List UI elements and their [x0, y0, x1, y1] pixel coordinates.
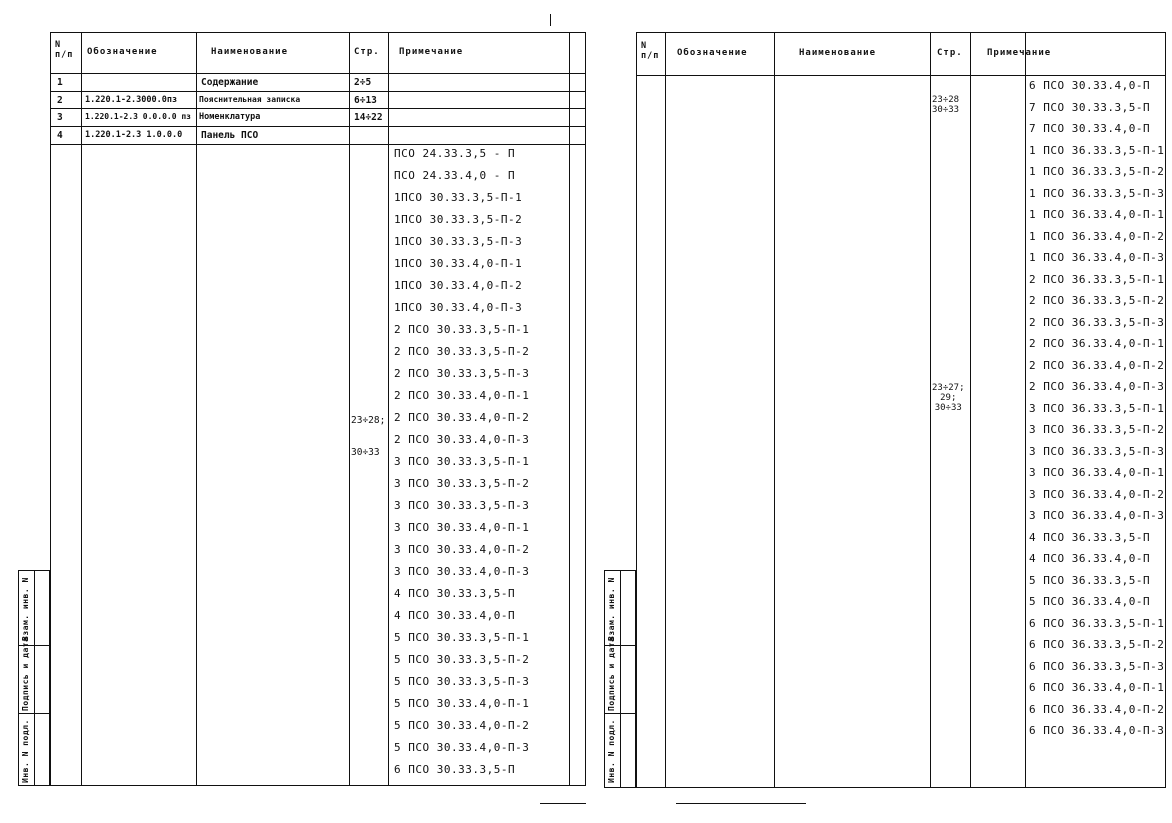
note-item: 2 ПСО 36.33.3,5-П-2 [1029, 294, 1165, 307]
row-4-designation: 1.220.1-2.3 1.0.0.0 [85, 130, 183, 140]
note-item: 1 ПСО 36.33.3,5-П-2 [1029, 165, 1165, 178]
note-item: 2 ПСО 30.33.4,0-П-1 [394, 389, 530, 402]
note-item: 1ПСО 30.33.3,5-П-3 [394, 235, 523, 248]
right-side-stamp [604, 570, 636, 788]
note-item: 6 ПСО 36.33.4,0-П-2 [1029, 702, 1165, 716]
note-item: ПСО 24.33.4,0 - П [394, 169, 516, 182]
side-label-inventory: Инв. N подл. [607, 719, 616, 783]
note-item: 2 ПСО 36.33.4,0-П-2 [1029, 358, 1165, 372]
note-item: 5 ПСО 36.33.3,5-П [1029, 573, 1151, 587]
note-item: 3 ПСО 36.33.4,0-П-3 [1029, 509, 1165, 522]
note-item: 5 ПСО 30.33.3,5-П-1 [394, 631, 530, 644]
note-item: 4 ПСО 36.33.3,5-П [1029, 530, 1151, 544]
side-label-exchange: Взам. инв. N [607, 577, 616, 641]
note-item: 5 ПСО 30.33.4,0-П-3 [394, 741, 530, 754]
note-item: 5 ПСО 30.33.4,0-П-1 [394, 697, 530, 710]
note-item: 2 ПСО 30.33.4,0-П-2 [394, 411, 530, 424]
note-item: 6 ПСО 36.33.3,5-П-3 [1029, 659, 1165, 673]
note-item: 5 ПСО 30.33.3,5-П-3 [394, 675, 530, 688]
note-item: 3 ПСО 30.33.4,0-П-2 [394, 543, 530, 556]
note-item: 1 ПСО 36.33.4,0-П-2 [1029, 229, 1165, 243]
note-item: 3 ПСО 30.33.3,5-П-2 [394, 477, 530, 490]
note-item: 1ПСО 30.33.4,0-П-1 [394, 257, 523, 270]
row-2-designation: 1.220.1-2.3000.0пз [85, 95, 178, 105]
note-item: 3 ПСО 30.33.4,0-П-1 [394, 521, 530, 534]
header-page: Стр. [937, 48, 963, 58]
note-item: 5 ПСО 36.33.4,0-П [1029, 595, 1151, 608]
row-1-page: 2÷5 [354, 77, 372, 88]
note-item: 5 ПСО 30.33.4,0-П-2 [394, 719, 530, 732]
note-item: 6 ПСО 36.33.3,5-П-2 [1029, 638, 1165, 651]
note-item: 6 ПСО 36.33.4,0-П-1 [1029, 681, 1165, 694]
note-item: 3 ПСО 36.33.3,5-П-1 [1029, 401, 1165, 415]
note-item: 1ПСО 30.33.3,5-П-2 [394, 213, 523, 226]
note-item: 2 ПСО 30.33.3,5-П-3 [394, 367, 530, 380]
note-item: 2 ПСО 30.33.3,5-П-1 [394, 323, 530, 336]
right-table-frame [636, 32, 1166, 788]
left-table-frame [50, 32, 586, 786]
note-item: 2 ПСО 30.33.4,0-П-3 [394, 433, 530, 446]
note-item: 1 ПСО 36.33.3,5-П-1 [1029, 143, 1165, 157]
note-item: 6 ПСО 30.33.4,0-П [1029, 79, 1151, 92]
note-item: 3 ПСО 36.33.3,5-П-3 [1029, 444, 1165, 458]
note-item: 1ПСО 30.33.4,0-П-3 [394, 301, 523, 314]
header-num: N п/п [641, 41, 660, 61]
row-3-designation: 1.220.1-2.3 0.0.0.0 пз [85, 112, 191, 121]
header-name: Наименование [799, 48, 877, 58]
header-designation: Обозначение [677, 48, 748, 58]
note-item: 3 ПСО 30.33.3,5-П-1 [394, 455, 530, 468]
left-side-stamp [18, 570, 50, 786]
note-item: 1ПСО 30.33.3,5-П-1 [394, 191, 523, 204]
row-2-num: 2 [57, 95, 63, 106]
note-item: 3 ПСО 36.33.4,0-П-1 [1029, 466, 1165, 479]
row-3-page: 14÷22 [354, 112, 383, 123]
side-label-signature: Подпись и дата [607, 636, 616, 711]
note-item: 2 ПСО 36.33.4,0-П-3 [1029, 380, 1165, 393]
header-num: N п/п [55, 40, 74, 60]
note-item: 7 ПСО 30.33.3,5-П [1029, 100, 1151, 114]
side-label-signature: Подпись и дата [21, 636, 30, 711]
right-page [586, 0, 1172, 823]
note-item: 2 ПСО 36.33.3,5-П-3 [1029, 315, 1165, 329]
row-1-name: Содержание [201, 77, 259, 88]
header-note: Примечание [987, 48, 1052, 58]
note-item: 3 ПСО 30.33.3,5-П-3 [394, 499, 530, 512]
row-2-page: 6÷13 [354, 95, 377, 106]
row-3-name: Номенклатура [199, 112, 261, 122]
pages-ref-1: 23÷28; [351, 415, 386, 426]
note-item: 1ПСО 30.33.4,0-П-2 [394, 279, 523, 292]
note-item: 6 ПСО 30.33.3,5-П [394, 763, 516, 776]
note-item: 7 ПСО 30.33.4,0-П [1029, 122, 1151, 135]
header-page: Стр. [354, 47, 380, 57]
row-4-num: 4 [57, 130, 63, 141]
note-item: 1 ПСО 36.33.4,0-П-1 [1029, 208, 1165, 221]
header-name: Наименование [211, 47, 289, 57]
side-label-exchange: Взам. инв. N [21, 577, 30, 641]
note-item: ПСО 24.33.3,5 - П [394, 147, 516, 160]
note-item: 1 ПСО 36.33.4,0-П-3 [1029, 251, 1165, 264]
row-1-num: 1 [57, 77, 63, 88]
note-item: 6 ПСО 36.33.4,0-П-3 [1029, 724, 1165, 737]
note-item: 2 ПСО 30.33.3,5-П-2 [394, 345, 530, 358]
header-note: Примечание [399, 47, 464, 57]
note-item: 2 ПСО 36.33.4,0-П-1 [1029, 337, 1165, 350]
row-3-num: 3 [57, 112, 63, 123]
note-item: 6 ПСО 36.33.3,5-П-1 [1029, 616, 1165, 630]
note-item: 5 ПСО 30.33.3,5-П-2 [394, 653, 530, 666]
side-label-inventory: Инв. N подл. [21, 719, 30, 783]
note-item: 4 ПСО 36.33.4,0-П [1029, 552, 1151, 565]
note-item: 4 ПСО 30.33.3,5-П [394, 587, 516, 600]
note-item: 2 ПСО 36.33.3,5-П-1 [1029, 272, 1165, 286]
note-item: 4 ПСО 30.33.4,0-П [394, 609, 516, 622]
header-designation: Обозначение [87, 47, 158, 57]
note-item: 3 ПСО 36.33.4,0-П-2 [1029, 487, 1165, 501]
pages-ref-a: 23÷28 30÷33 [932, 95, 960, 115]
row-4-name: Панель ПСО [201, 130, 259, 141]
pages-ref-b: 23÷27; 29; 30÷33 [932, 383, 965, 413]
note-item: 3 ПСО 30.33.4,0-П-3 [394, 565, 530, 578]
pages-ref-2: 30÷33 [351, 447, 380, 458]
row-2-name: Пояснительная записка [199, 95, 301, 104]
note-item: 3 ПСО 36.33.3,5-П-2 [1029, 423, 1165, 436]
note-item: 1 ПСО 36.33.3,5-П-3 [1029, 186, 1165, 200]
